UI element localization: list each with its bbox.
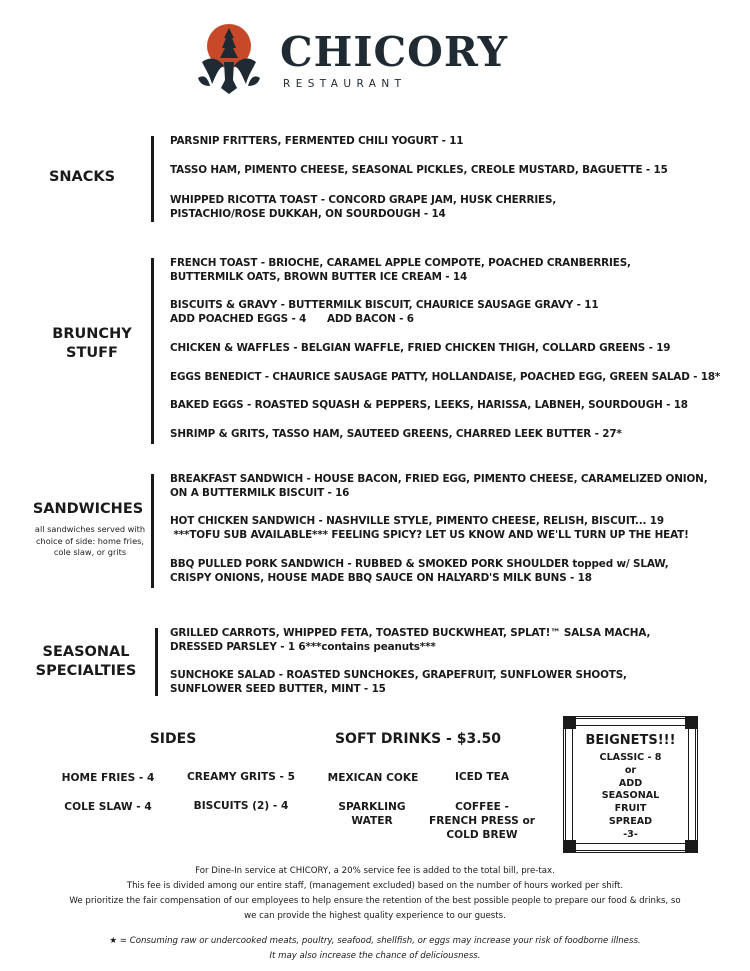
menu-item: CHICKEN & WAFFLES - BELGIAN WAFFLE, FRIED CHICKEN THIGH, COLLARD GREENS - 19 [170,342,671,354]
menu-item: FRENCH TOAST - BRIOCHE, CARAMEL APPLE COMPOTE, POACHED CRANBERRIES, BUTTERMILK OATS, BROWN BUTTER ICE CREAM - 14 [170,257,631,283]
frame-ornament [685,717,697,729]
drink-item: SPARKLING WATER [338,801,406,827]
side-item: BISCUITS (2) - 4 [193,800,289,812]
section-title-brunchy: BRUNCHY STUFF [52,326,132,361]
menu-item: WHIPPED RICOTTA TOAST - CONCORD GRAPE JAM, HUSK CHERRIES, PISTACHIO/ROSE DUKKAH, ON SOURDOUGH - 14 [170,194,557,220]
section-divider [151,136,154,222]
drink-item: MEXICAN COKE [327,772,419,784]
beignets-title: BEIGNETS!!! [585,733,676,748]
menu-item: BREAKFAST SANDWICH - HOUSE BACON, FRIED EGG, PIMENTO CHEESE, CARAMELIZED ONION, ON A BUTTERMILK BISCUIT - 16 [170,473,708,499]
frame-ornament [564,717,576,729]
frame-ornament [564,840,576,852]
soft-drinks-title: SOFT DRINKS - $3.50 [334,731,502,747]
menu-item: PARSNIP FRITTERS, FERMENTED CHILI YOGURT - 11 [170,135,464,147]
section-divider [155,628,158,696]
section-title-snacks: SNACKS [48,169,116,185]
foodborne-illness-warning: ★ = Consuming raw or undercooked meats, poultry, seafood, shellfish, or eggs may increase your risk of foodborne illness. It may also increase the chance of deliciousness. [109,936,641,961]
section-divider [151,474,154,588]
side-item: HOME FRIES - 4 [61,772,155,784]
side-item: COLE SLAW - 4 [64,801,152,813]
beignets-body: CLASSIC - 8 or ADD SEASONAL FRUIT SPREAD -3- [599,752,662,840]
menu-item: TASSO HAM, PIMENTO CHEESE, SEASONAL PICKLES, CREOLE MUSTARD, BAGUETTE - 15 [170,164,668,176]
chicory-logo-icon [196,22,262,96]
brand-subtitle: RESTAURANT [283,78,407,90]
menu-item: BBQ PULLED PORK SANDWICH - RUBBED & SMOKED PORK SHOULDER topped w/ SLAW, CRISPY ONIONS, HOUSE MADE BBQ SAUCE ON HALYARD'S MILK BUNS - 18 [170,558,669,584]
menu-item: EGGS BENEDICT - CHAURICE SAUSAGE PATTY, HOLLANDAISE, POACHED EGG, GREEN SALAD - 18* [170,371,721,383]
menu-item: BISCUITS & GRAVY - BUTTERMILK BISCUIT, CHAURICE SAUSAGE GRAVY - 11 ADD POACHED EGGS - 4 ADD BACON - 6 [170,299,599,325]
service-fee-notice: For Dine-In service at CHICORY, a 20% service fee is added to the total bill, pre-tax. This fee is divided among our entire staff, (management excluded) based on the number of hours worked per shift. We prioritize the fair compensation of our employees to help ensure the retention of the best possible people to prepare our food & drinks, so we can provide the highest quality experience to our guests. [69,866,681,921]
menu-item: HOT CHICKEN SANDWICH - NASHVILLE STYLE, PIMENTO CHEESE, RELISH, BISCUIT... 19 ***TOFU SUB AVAILABLE*** FEELING SPICY? LET US KNOW AND WE'LL TURN UP THE HEAT! [170,515,689,541]
section-divider [151,258,154,444]
menu-item: SHRIMP & GRITS, TASSO HAM, SAUTEED GREENS, CHARRED LEEK BUTTER - 27* [170,428,622,440]
side-item: CREAMY GRITS - 5 [186,771,296,783]
section-title-sandwiches: SANDWICHES [32,501,144,517]
beignets-box [563,716,698,853]
menu-item: SUNCHOKE SALAD - ROASTED SUNCHOKES, GRAPEFRUIT, SUNFLOWER SHOOTS, SUNFLOWER SEED BUTTER, MINT - 15 [170,669,627,695]
menu-item: BAKED EGGS - ROASTED SQUASH & PEPPERS, LEEKS, HARISSA, LABNEH, SOURDOUGH - 18 [170,399,688,411]
sides-title: SIDES [149,731,197,747]
brand-name: CHICORY [280,28,508,76]
drink-item: ICED TEA [454,771,510,783]
section-note-sandwiches: all sandwiches served with choice of side: home fries, cole slaw, or grits [34,524,146,557]
menu-item: GRILLED CARROTS, WHIPPED FETA, TOASTED BUCKWHEAT, SPLAT!™ SALSA MACHA, DRESSED PARSLEY - 1 6***contains peanuts*** [170,627,651,653]
frame-ornament [685,840,697,852]
section-title-seasonal: SEASONAL SPECIALTIES [35,644,137,679]
drink-item: COFFEE - FRENCH PRESS or COLD BREW [429,801,535,841]
